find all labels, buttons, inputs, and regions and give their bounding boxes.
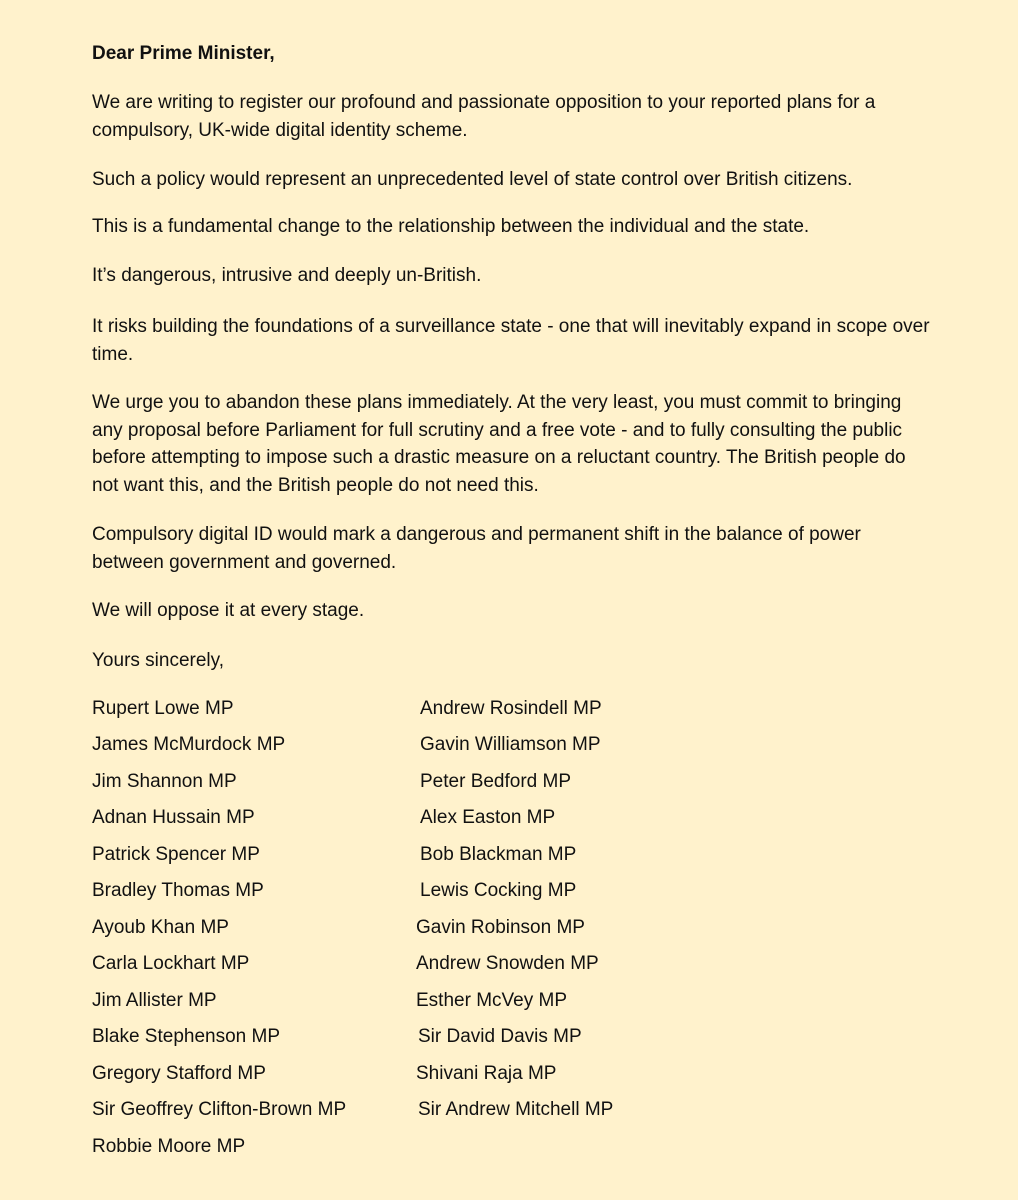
paragraph-state-control: Such a policy would represent an unprecedented level of state control over British citizens. xyxy=(92,169,853,190)
paragraph-fundamental-change: This is a fundamental change to the relationship between the individual and the state. xyxy=(92,216,810,237)
signatory: Rupert Lowe MP xyxy=(92,698,234,719)
signatory: Alex Easton MP xyxy=(420,807,556,828)
signatory: Lewis Cocking MP xyxy=(420,880,577,901)
salutation: Dear Prime Minister, xyxy=(92,43,275,64)
signatory: Bradley Thomas MP xyxy=(92,880,264,901)
signatory: Robbie Moore MP xyxy=(92,1136,246,1157)
signatory: Patrick Spencer MP xyxy=(92,844,260,865)
signatory: Esther McVey MP xyxy=(416,990,567,1011)
signatory: Gavin Robinson MP xyxy=(416,917,585,938)
paragraph-urge: We urge you to abandon these plans immediately. At the very least, you must commit to bringing any proposal before Parliament for full scrutiny and a free vote - and to fully consulting the public before attempting to impose such a drastic measure on a reluctant country. The British people do not want this, and the British people do not need this. xyxy=(92,392,906,496)
signatory: Sir Andrew Mitchell MP xyxy=(418,1099,614,1120)
paragraph-surveillance: It risks building the foundations of a surveillance state - one that will inevitably expand in scope over time. xyxy=(92,316,930,365)
signatory: Gregory Stafford MP xyxy=(92,1063,266,1084)
paragraph-oppose: We will oppose it at every stage. xyxy=(92,600,365,621)
signatory: Adnan Hussain MP xyxy=(92,807,255,828)
paragraph-dangerous: It’s dangerous, intrusive and deeply un-British. xyxy=(92,265,482,286)
signatory: Sir Geoffrey Clifton-Brown MP xyxy=(92,1099,347,1120)
signatory: Peter Bedford MP xyxy=(420,771,572,792)
signatory: Ayoub Khan MP xyxy=(92,917,229,938)
signatory: Jim Shannon MP xyxy=(92,771,237,792)
signatory: Sir David Davis MP xyxy=(418,1026,582,1047)
signatory: Bob Blackman MP xyxy=(420,844,577,865)
signatory: Jim Allister MP xyxy=(92,990,217,1011)
signatory: Blake Stephenson MP xyxy=(92,1026,281,1047)
signatory: Shivani Raja MP xyxy=(416,1063,557,1084)
signatory: Andrew Rosindell MP xyxy=(420,698,602,719)
signatory: Andrew Snowden MP xyxy=(416,953,599,974)
signatory: Gavin Williamson MP xyxy=(420,734,601,755)
paragraph-shift: Compulsory digital ID would mark a dangerous and permanent shift in the balance of power between government and governed. xyxy=(92,524,861,573)
closing: Yours sincerely, xyxy=(92,650,225,671)
signatory: Carla Lockhart MP xyxy=(92,953,250,974)
paragraph-opposition: We are writing to register our profound and passionate opposition to your reported plans for a compulsory, UK-wide digital identity scheme. xyxy=(92,92,876,141)
signatory: James McMurdock MP xyxy=(92,734,286,755)
